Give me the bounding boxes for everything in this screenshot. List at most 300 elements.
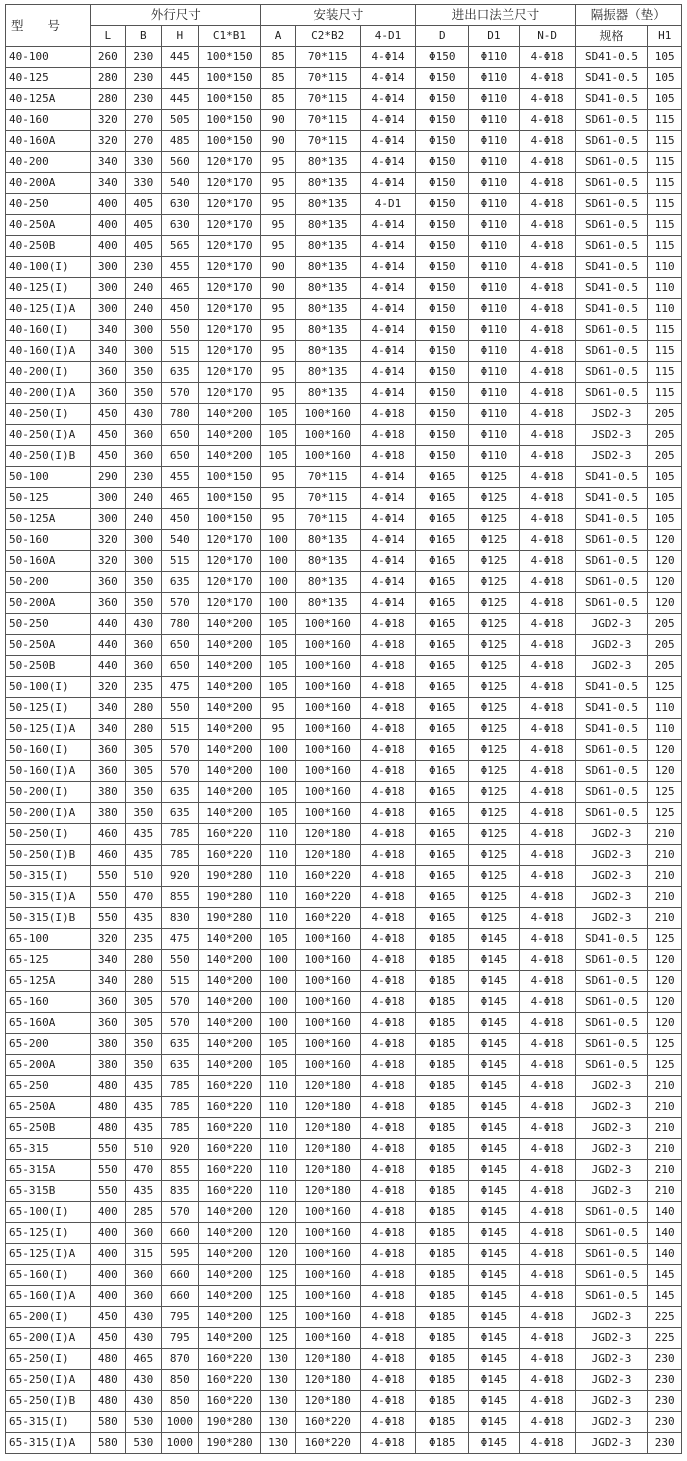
cell-h1: 115 — [648, 236, 682, 257]
cell-h: 660 — [162, 1286, 198, 1307]
cell-h1: 230 — [648, 1349, 682, 1370]
cell-a: 105 — [261, 677, 295, 698]
cell-l: 400 — [91, 194, 125, 215]
cell-h1: 115 — [648, 320, 682, 341]
cell-d: Φ185 — [416, 1286, 469, 1307]
cell-a: 130 — [261, 1412, 295, 1433]
cell-h: 650 — [162, 635, 198, 656]
cell-c1b1: 140*200 — [198, 761, 261, 782]
cell-b: 230 — [125, 467, 161, 488]
cell-4d1: 4-Φ18 — [360, 677, 416, 698]
table-row — [6, 257, 682, 278]
cell-b: 405 — [125, 236, 161, 257]
cell-nd: 4-Φ18 — [519, 1265, 575, 1286]
cell-a: 120 — [261, 1223, 295, 1244]
cell-a: 110 — [261, 887, 295, 908]
cell-b: 300 — [125, 530, 161, 551]
cell-4d1: 4-Φ18 — [360, 803, 416, 824]
cell-b: 435 — [125, 908, 161, 929]
cell-d1: Φ110 — [469, 425, 520, 446]
cell-a: 100 — [261, 761, 295, 782]
cell-model: 65-125A — [6, 971, 91, 992]
cell-c2b2: 80*135 — [295, 299, 360, 320]
cell-h: 785 — [162, 1118, 198, 1139]
cell-c1b1: 120*170 — [198, 593, 261, 614]
cell-a: 130 — [261, 1433, 295, 1454]
cell-spec: SD41-0.5 — [575, 677, 648, 698]
cell-c2b2: 100*160 — [295, 719, 360, 740]
table-row — [6, 1160, 682, 1181]
cell-nd: 4-Φ18 — [519, 1433, 575, 1454]
cell-a: 95 — [261, 236, 295, 257]
cell-a: 85 — [261, 47, 295, 68]
cell-h: 450 — [162, 509, 198, 530]
cell-h1: 115 — [648, 215, 682, 236]
table-row — [6, 110, 682, 131]
cell-nd: 4-Φ18 — [519, 68, 575, 89]
cell-nd: 4-Φ18 — [519, 152, 575, 173]
cell-model: 65-160(I)A — [6, 1286, 91, 1307]
cell-model: 50-100 — [6, 467, 91, 488]
cell-model: 50-160 — [6, 530, 91, 551]
cell-d: Φ185 — [416, 929, 469, 950]
cell-h1: 115 — [648, 110, 682, 131]
cell-nd: 4-Φ18 — [519, 446, 575, 467]
cell-a: 105 — [261, 929, 295, 950]
cell-d1: Φ145 — [469, 1412, 520, 1433]
cell-l: 360 — [91, 1013, 125, 1034]
cell-4d1: 4-Φ18 — [360, 824, 416, 845]
cell-model: 65-160(I) — [6, 1265, 91, 1286]
cell-a: 95 — [261, 383, 295, 404]
cell-spec: SD61-0.5 — [575, 740, 648, 761]
cell-a: 85 — [261, 89, 295, 110]
cell-c2b2: 100*160 — [295, 446, 360, 467]
cell-d1: Φ110 — [469, 236, 520, 257]
cell-h1: 205 — [648, 425, 682, 446]
cell-a: 105 — [261, 446, 295, 467]
cell-c1b1: 190*280 — [198, 887, 261, 908]
cell-d1: Φ125 — [469, 719, 520, 740]
cell-spec: JGD2-3 — [575, 908, 648, 929]
cell-h1: 140 — [648, 1244, 682, 1265]
cell-l: 550 — [91, 1160, 125, 1181]
cell-model: 65-160 — [6, 992, 91, 1013]
cell-h1: 115 — [648, 173, 682, 194]
cell-a: 105 — [261, 614, 295, 635]
cell-l: 340 — [91, 950, 125, 971]
cell-a: 105 — [261, 635, 295, 656]
cell-nd: 4-Φ18 — [519, 488, 575, 509]
cell-c2b2: 80*135 — [295, 593, 360, 614]
cell-spec: SD61-0.5 — [575, 362, 648, 383]
cell-c2b2: 80*135 — [295, 257, 360, 278]
cell-4d1: 4-Φ18 — [360, 656, 416, 677]
cell-b: 360 — [125, 1223, 161, 1244]
cell-d: Φ185 — [416, 1265, 469, 1286]
cell-l: 550 — [91, 887, 125, 908]
cell-d1: Φ145 — [469, 1181, 520, 1202]
cell-4d1: 4-Φ18 — [360, 1349, 416, 1370]
cell-c1b1: 140*200 — [198, 1286, 261, 1307]
cell-nd: 4-Φ18 — [519, 572, 575, 593]
cell-h: 570 — [162, 761, 198, 782]
cell-a: 100 — [261, 572, 295, 593]
cell-spec: SD41-0.5 — [575, 467, 648, 488]
cell-spec: SD61-0.5 — [575, 1202, 648, 1223]
cell-d: Φ165 — [416, 572, 469, 593]
cell-4d1: 4-Φ18 — [360, 1181, 416, 1202]
cell-c2b2: 100*160 — [295, 803, 360, 824]
cell-d: Φ165 — [416, 530, 469, 551]
cell-d1: Φ125 — [469, 572, 520, 593]
cell-c1b1: 160*220 — [198, 824, 261, 845]
cell-d: Φ165 — [416, 593, 469, 614]
table-row — [6, 1391, 682, 1412]
cell-d1: Φ125 — [469, 698, 520, 719]
cell-a: 90 — [261, 110, 295, 131]
cell-l: 380 — [91, 1034, 125, 1055]
cell-b: 510 — [125, 866, 161, 887]
cell-c1b1: 120*170 — [198, 257, 261, 278]
cell-c1b1: 100*150 — [198, 509, 261, 530]
cell-d: Φ185 — [416, 1370, 469, 1391]
table-row — [6, 1244, 682, 1265]
table-row — [6, 572, 682, 593]
cell-nd: 4-Φ18 — [519, 551, 575, 572]
cell-spec: JGD2-3 — [575, 656, 648, 677]
cell-h: 570 — [162, 1013, 198, 1034]
cell-spec: SD61-0.5 — [575, 1265, 648, 1286]
cell-a: 125 — [261, 1286, 295, 1307]
cell-nd: 4-Φ18 — [519, 299, 575, 320]
cell-b: 280 — [125, 719, 161, 740]
cell-d1: Φ110 — [469, 215, 520, 236]
cell-a: 110 — [261, 1076, 295, 1097]
cell-l: 550 — [91, 1139, 125, 1160]
cell-nd: 4-Φ18 — [519, 1223, 575, 1244]
cell-h: 465 — [162, 488, 198, 509]
cell-h1: 145 — [648, 1286, 682, 1307]
cell-a: 95 — [261, 719, 295, 740]
cell-l: 400 — [91, 1244, 125, 1265]
cell-l: 380 — [91, 803, 125, 824]
cell-h1: 115 — [648, 383, 682, 404]
cell-c1b1: 140*200 — [198, 719, 261, 740]
cell-c2b2: 100*160 — [295, 404, 360, 425]
cell-c2b2: 100*160 — [295, 1307, 360, 1328]
table-row — [6, 1076, 682, 1097]
cell-spec: SD61-0.5 — [575, 782, 648, 803]
cell-l: 340 — [91, 173, 125, 194]
cell-spec: SD41-0.5 — [575, 47, 648, 68]
cell-d1: Φ125 — [469, 866, 520, 887]
cell-b: 305 — [125, 740, 161, 761]
cell-model: 50-250(I) — [6, 824, 91, 845]
cell-nd: 4-Φ18 — [519, 509, 575, 530]
cell-4d1: 4-Φ14 — [360, 68, 416, 89]
cell-l: 460 — [91, 845, 125, 866]
cell-b: 465 — [125, 1349, 161, 1370]
cell-d: Φ185 — [416, 1307, 469, 1328]
cell-l: 300 — [91, 488, 125, 509]
cell-model: 65-200A — [6, 1055, 91, 1076]
cell-a: 125 — [261, 1265, 295, 1286]
cell-l: 260 — [91, 47, 125, 68]
cell-c1b1: 160*220 — [198, 1118, 261, 1139]
cell-l: 360 — [91, 593, 125, 614]
cell-b: 360 — [125, 635, 161, 656]
cell-spec: SD61-0.5 — [575, 1223, 648, 1244]
cell-h: 565 — [162, 236, 198, 257]
cell-b: 280 — [125, 971, 161, 992]
cell-l: 280 — [91, 89, 125, 110]
cell-model: 40-160 — [6, 110, 91, 131]
cell-h1: 120 — [648, 593, 682, 614]
cell-b: 240 — [125, 278, 161, 299]
cell-h: 780 — [162, 404, 198, 425]
cell-b: 430 — [125, 1391, 161, 1412]
cell-h: 560 — [162, 152, 198, 173]
cell-c2b2: 120*180 — [295, 1181, 360, 1202]
cell-d: Φ185 — [416, 971, 469, 992]
cell-h: 660 — [162, 1265, 198, 1286]
cell-h1: 230 — [648, 1391, 682, 1412]
cell-spec: SD61-0.5 — [575, 1244, 648, 1265]
cell-nd: 4-Φ18 — [519, 1202, 575, 1223]
cell-model: 50-125(I) — [6, 698, 91, 719]
cell-spec: SD41-0.5 — [575, 509, 648, 530]
header-col-h1: H1 — [648, 26, 682, 47]
cell-c2b2: 120*180 — [295, 1097, 360, 1118]
cell-4d1: 4-Φ18 — [360, 1202, 416, 1223]
cell-a: 120 — [261, 1244, 295, 1265]
cell-c1b1: 120*170 — [198, 551, 261, 572]
cell-h1: 105 — [648, 467, 682, 488]
cell-l: 360 — [91, 362, 125, 383]
cell-l: 340 — [91, 341, 125, 362]
cell-4d1: 4-Φ18 — [360, 908, 416, 929]
cell-4d1: 4-Φ18 — [360, 1286, 416, 1307]
table-row — [6, 656, 682, 677]
table-row — [6, 593, 682, 614]
cell-c1b1: 140*200 — [198, 635, 261, 656]
cell-d: Φ150 — [416, 152, 469, 173]
cell-a: 100 — [261, 971, 295, 992]
cell-b: 270 — [125, 110, 161, 131]
cell-c2b2: 70*115 — [295, 131, 360, 152]
cell-d1: Φ145 — [469, 1244, 520, 1265]
table-row — [6, 404, 682, 425]
cell-a: 100 — [261, 530, 295, 551]
cell-4d1: 4-Φ14 — [360, 593, 416, 614]
cell-d: Φ165 — [416, 908, 469, 929]
table-row — [6, 1223, 682, 1244]
cell-spec: SD41-0.5 — [575, 68, 648, 89]
cell-b: 360 — [125, 425, 161, 446]
cell-d1: Φ125 — [469, 467, 520, 488]
cell-a: 105 — [261, 404, 295, 425]
cell-a: 105 — [261, 1055, 295, 1076]
cell-h1: 205 — [648, 404, 682, 425]
cell-c1b1: 140*200 — [198, 1202, 261, 1223]
cell-a: 105 — [261, 803, 295, 824]
cell-d1: Φ125 — [469, 761, 520, 782]
cell-h: 570 — [162, 383, 198, 404]
cell-l: 360 — [91, 383, 125, 404]
cell-d: Φ150 — [416, 383, 469, 404]
cell-d1: Φ110 — [469, 89, 520, 110]
cell-nd: 4-Φ18 — [519, 467, 575, 488]
cell-c2b2: 70*115 — [295, 89, 360, 110]
cell-nd: 4-Φ18 — [519, 950, 575, 971]
cell-d: Φ150 — [416, 425, 469, 446]
cell-h1: 125 — [648, 677, 682, 698]
cell-c2b2: 80*135 — [295, 152, 360, 173]
cell-c2b2: 120*180 — [295, 845, 360, 866]
cell-b: 305 — [125, 761, 161, 782]
cell-l: 400 — [91, 1286, 125, 1307]
cell-nd: 4-Φ18 — [519, 1160, 575, 1181]
cell-nd: 4-Φ18 — [519, 656, 575, 677]
cell-d1: Φ145 — [469, 950, 520, 971]
cell-c2b2: 80*135 — [295, 215, 360, 236]
cell-model: 40-250(I) — [6, 404, 91, 425]
cell-spec: SD61-0.5 — [575, 383, 648, 404]
cell-b: 300 — [125, 341, 161, 362]
cell-h1: 115 — [648, 194, 682, 215]
cell-h1: 140 — [648, 1223, 682, 1244]
cell-h1: 210 — [648, 887, 682, 908]
cell-h: 445 — [162, 47, 198, 68]
cell-h1: 115 — [648, 341, 682, 362]
cell-nd: 4-Φ18 — [519, 383, 575, 404]
cell-b: 330 — [125, 152, 161, 173]
cell-c1b1: 100*150 — [198, 68, 261, 89]
cell-c1b1: 140*200 — [198, 425, 261, 446]
cell-d: Φ185 — [416, 992, 469, 1013]
cell-c1b1: 140*200 — [198, 740, 261, 761]
cell-d1: Φ125 — [469, 824, 520, 845]
cell-c2b2: 80*135 — [295, 173, 360, 194]
cell-d: Φ185 — [416, 1160, 469, 1181]
cell-4d1: 4-Φ18 — [360, 1118, 416, 1139]
cell-a: 100 — [261, 992, 295, 1013]
cell-d: Φ185 — [416, 1328, 469, 1349]
cell-model: 50-250(I)B — [6, 845, 91, 866]
cell-spec: SD61-0.5 — [575, 194, 648, 215]
cell-l: 550 — [91, 908, 125, 929]
cell-4d1: 4-Φ14 — [360, 131, 416, 152]
cell-spec: JGD2-3 — [575, 1160, 648, 1181]
cell-model: 65-250(I)B — [6, 1391, 91, 1412]
table-row — [6, 761, 682, 782]
cell-model: 40-125(I)A — [6, 299, 91, 320]
cell-a: 95 — [261, 173, 295, 194]
cell-l: 580 — [91, 1433, 125, 1454]
cell-d: Φ150 — [416, 173, 469, 194]
cell-4d1: 4-Φ18 — [360, 635, 416, 656]
cell-d1: Φ110 — [469, 131, 520, 152]
cell-l: 320 — [91, 530, 125, 551]
cell-l: 580 — [91, 1412, 125, 1433]
cell-l: 550 — [91, 1181, 125, 1202]
table-row — [6, 89, 682, 110]
cell-l: 480 — [91, 1391, 125, 1412]
cell-c1b1: 120*170 — [198, 572, 261, 593]
cell-nd: 4-Φ18 — [519, 635, 575, 656]
cell-h1: 105 — [648, 509, 682, 530]
cell-4d1: 4-Φ18 — [360, 698, 416, 719]
cell-model: 65-315(I)A — [6, 1433, 91, 1454]
cell-b: 435 — [125, 1097, 161, 1118]
cell-l: 340 — [91, 152, 125, 173]
cell-c2b2: 120*180 — [295, 1391, 360, 1412]
table-row — [6, 1055, 682, 1076]
cell-l: 440 — [91, 656, 125, 677]
cell-d: Φ165 — [416, 635, 469, 656]
cell-c1b1: 120*170 — [198, 383, 261, 404]
cell-c1b1: 160*220 — [198, 1139, 261, 1160]
cell-b: 235 — [125, 677, 161, 698]
cell-c1b1: 140*200 — [198, 677, 261, 698]
table-row — [6, 362, 682, 383]
cell-h: 475 — [162, 677, 198, 698]
cell-b: 350 — [125, 593, 161, 614]
cell-h1: 120 — [648, 530, 682, 551]
cell-4d1: 4-Φ14 — [360, 320, 416, 341]
cell-l: 320 — [91, 131, 125, 152]
cell-c1b1: 120*170 — [198, 215, 261, 236]
cell-4d1: 4-Φ14 — [360, 110, 416, 131]
cell-spec: SD41-0.5 — [575, 89, 648, 110]
cell-h1: 205 — [648, 614, 682, 635]
cell-model: 50-200(I) — [6, 782, 91, 803]
cell-l: 460 — [91, 824, 125, 845]
cell-c2b2: 100*160 — [295, 1202, 360, 1223]
cell-d: Φ150 — [416, 47, 469, 68]
cell-nd: 4-Φ18 — [519, 614, 575, 635]
cell-c2b2: 100*160 — [295, 698, 360, 719]
cell-4d1: 4-Φ18 — [360, 1013, 416, 1034]
cell-nd: 4-Φ18 — [519, 341, 575, 362]
cell-a: 85 — [261, 68, 295, 89]
table-row — [6, 1181, 682, 1202]
cell-d1: Φ110 — [469, 194, 520, 215]
cell-model: 50-125 — [6, 488, 91, 509]
cell-model: 50-100(I) — [6, 677, 91, 698]
cell-4d1: 4-Φ18 — [360, 1160, 416, 1181]
cell-d: Φ185 — [416, 1013, 469, 1034]
cell-4d1: 4-Φ14 — [360, 47, 416, 68]
cell-d: Φ165 — [416, 761, 469, 782]
cell-l: 400 — [91, 215, 125, 236]
cell-d: Φ150 — [416, 110, 469, 131]
cell-a: 95 — [261, 320, 295, 341]
cell-d: Φ150 — [416, 68, 469, 89]
cell-b: 230 — [125, 68, 161, 89]
cell-d: Φ165 — [416, 782, 469, 803]
cell-4d1: 4-Φ18 — [360, 866, 416, 887]
cell-l: 280 — [91, 68, 125, 89]
cell-d: Φ185 — [416, 1391, 469, 1412]
cell-nd: 4-Φ18 — [519, 866, 575, 887]
cell-spec: SD61-0.5 — [575, 1055, 648, 1076]
cell-model: 65-250 — [6, 1076, 91, 1097]
cell-model: 65-250(I)A — [6, 1370, 91, 1391]
table-row — [6, 278, 682, 299]
cell-c2b2: 160*220 — [295, 887, 360, 908]
